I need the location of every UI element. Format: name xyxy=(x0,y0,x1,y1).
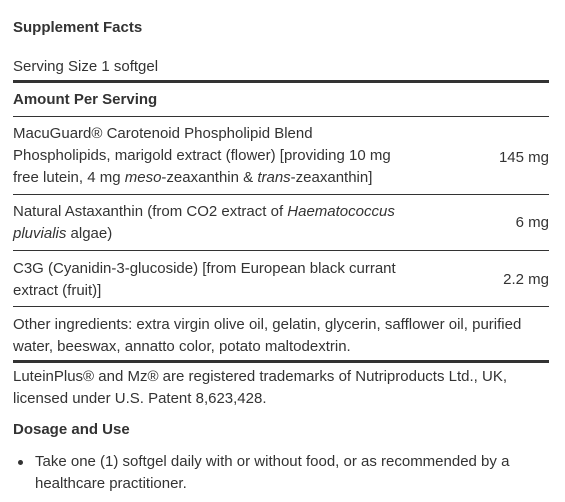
ingredient-line: Phospholipids, marigold extract (flower) [providing 10 mg xyxy=(13,147,391,164)
text-fragment: Natural Astaxanthin (from CO2 extract of xyxy=(13,203,288,220)
list-item xyxy=(13,451,549,495)
serving-size: Serving Size 1 softgel xyxy=(13,58,159,75)
dosage-heading: Dosage and Use xyxy=(13,421,130,438)
italic-fragment: Haematococcus xyxy=(287,203,395,220)
ingredient-line: extract (fruit)] xyxy=(13,282,102,299)
amount-per-serving-header: Amount Per Serving xyxy=(13,91,158,108)
ingredient-row-macuguard xyxy=(13,123,549,189)
list-item-line: healthcare practitioner. xyxy=(35,475,187,492)
text-fragment: -zeaxanthin & xyxy=(161,169,258,186)
ingredient-line: MacuGuard® Carotenoid Phospholipid Blend xyxy=(13,125,313,142)
ingredient-name xyxy=(13,258,433,302)
ingredient-amount: 6 mg xyxy=(515,214,549,231)
panel-title: Supplement Facts xyxy=(13,19,143,36)
trademark-line: licensed under U.S. Patent 8,623,428. xyxy=(13,390,267,407)
ingredient-amount: 145 mg xyxy=(498,149,549,166)
trademark-line: LuteinPlus® and Mz® are registered trademarks of Nutriproducts Ltd., UK, xyxy=(13,368,507,385)
ingredient-amount: 2.2 mg xyxy=(503,271,549,288)
text-fragment: free lutein, 4 mg xyxy=(13,169,125,186)
ingredient-line: C3G (Cyanidin-3-glucoside) [from European black currant xyxy=(13,260,396,277)
ingredient-name xyxy=(13,201,433,245)
ingredient-line xyxy=(13,223,433,245)
divider xyxy=(13,116,549,117)
trademark-notice xyxy=(13,366,549,410)
ingredient-row-astaxanthin xyxy=(13,201,549,245)
list-item-line: Take one (1) softgel daily with or without food, or as recommended by a xyxy=(35,453,510,470)
text-fragment: algae) xyxy=(66,225,113,242)
thick-divider xyxy=(13,360,549,363)
ingredient-line xyxy=(13,201,433,223)
ingredient-row-c3g xyxy=(13,258,549,302)
divider xyxy=(13,306,549,307)
other-ingredients xyxy=(13,314,549,358)
ingredient-line xyxy=(13,167,433,189)
dosage-list xyxy=(13,451,549,495)
divider xyxy=(13,250,549,251)
bullet-icon xyxy=(18,460,23,465)
ingredient-name xyxy=(13,123,433,189)
other-ingredients-line: water, beeswax, annatto color, potato maltodextrin. xyxy=(13,338,351,355)
thick-divider xyxy=(13,80,549,83)
italic-fragment: trans xyxy=(257,169,291,186)
divider xyxy=(13,194,549,195)
text-fragment: -zeaxanthin] xyxy=(290,169,373,186)
other-ingredients-line: Other ingredients: extra virgin olive oil, gelatin, glycerin, safflower oil, purified xyxy=(13,316,522,333)
italic-fragment: pluvialis xyxy=(13,225,67,242)
italic-fragment: meso xyxy=(124,169,162,186)
